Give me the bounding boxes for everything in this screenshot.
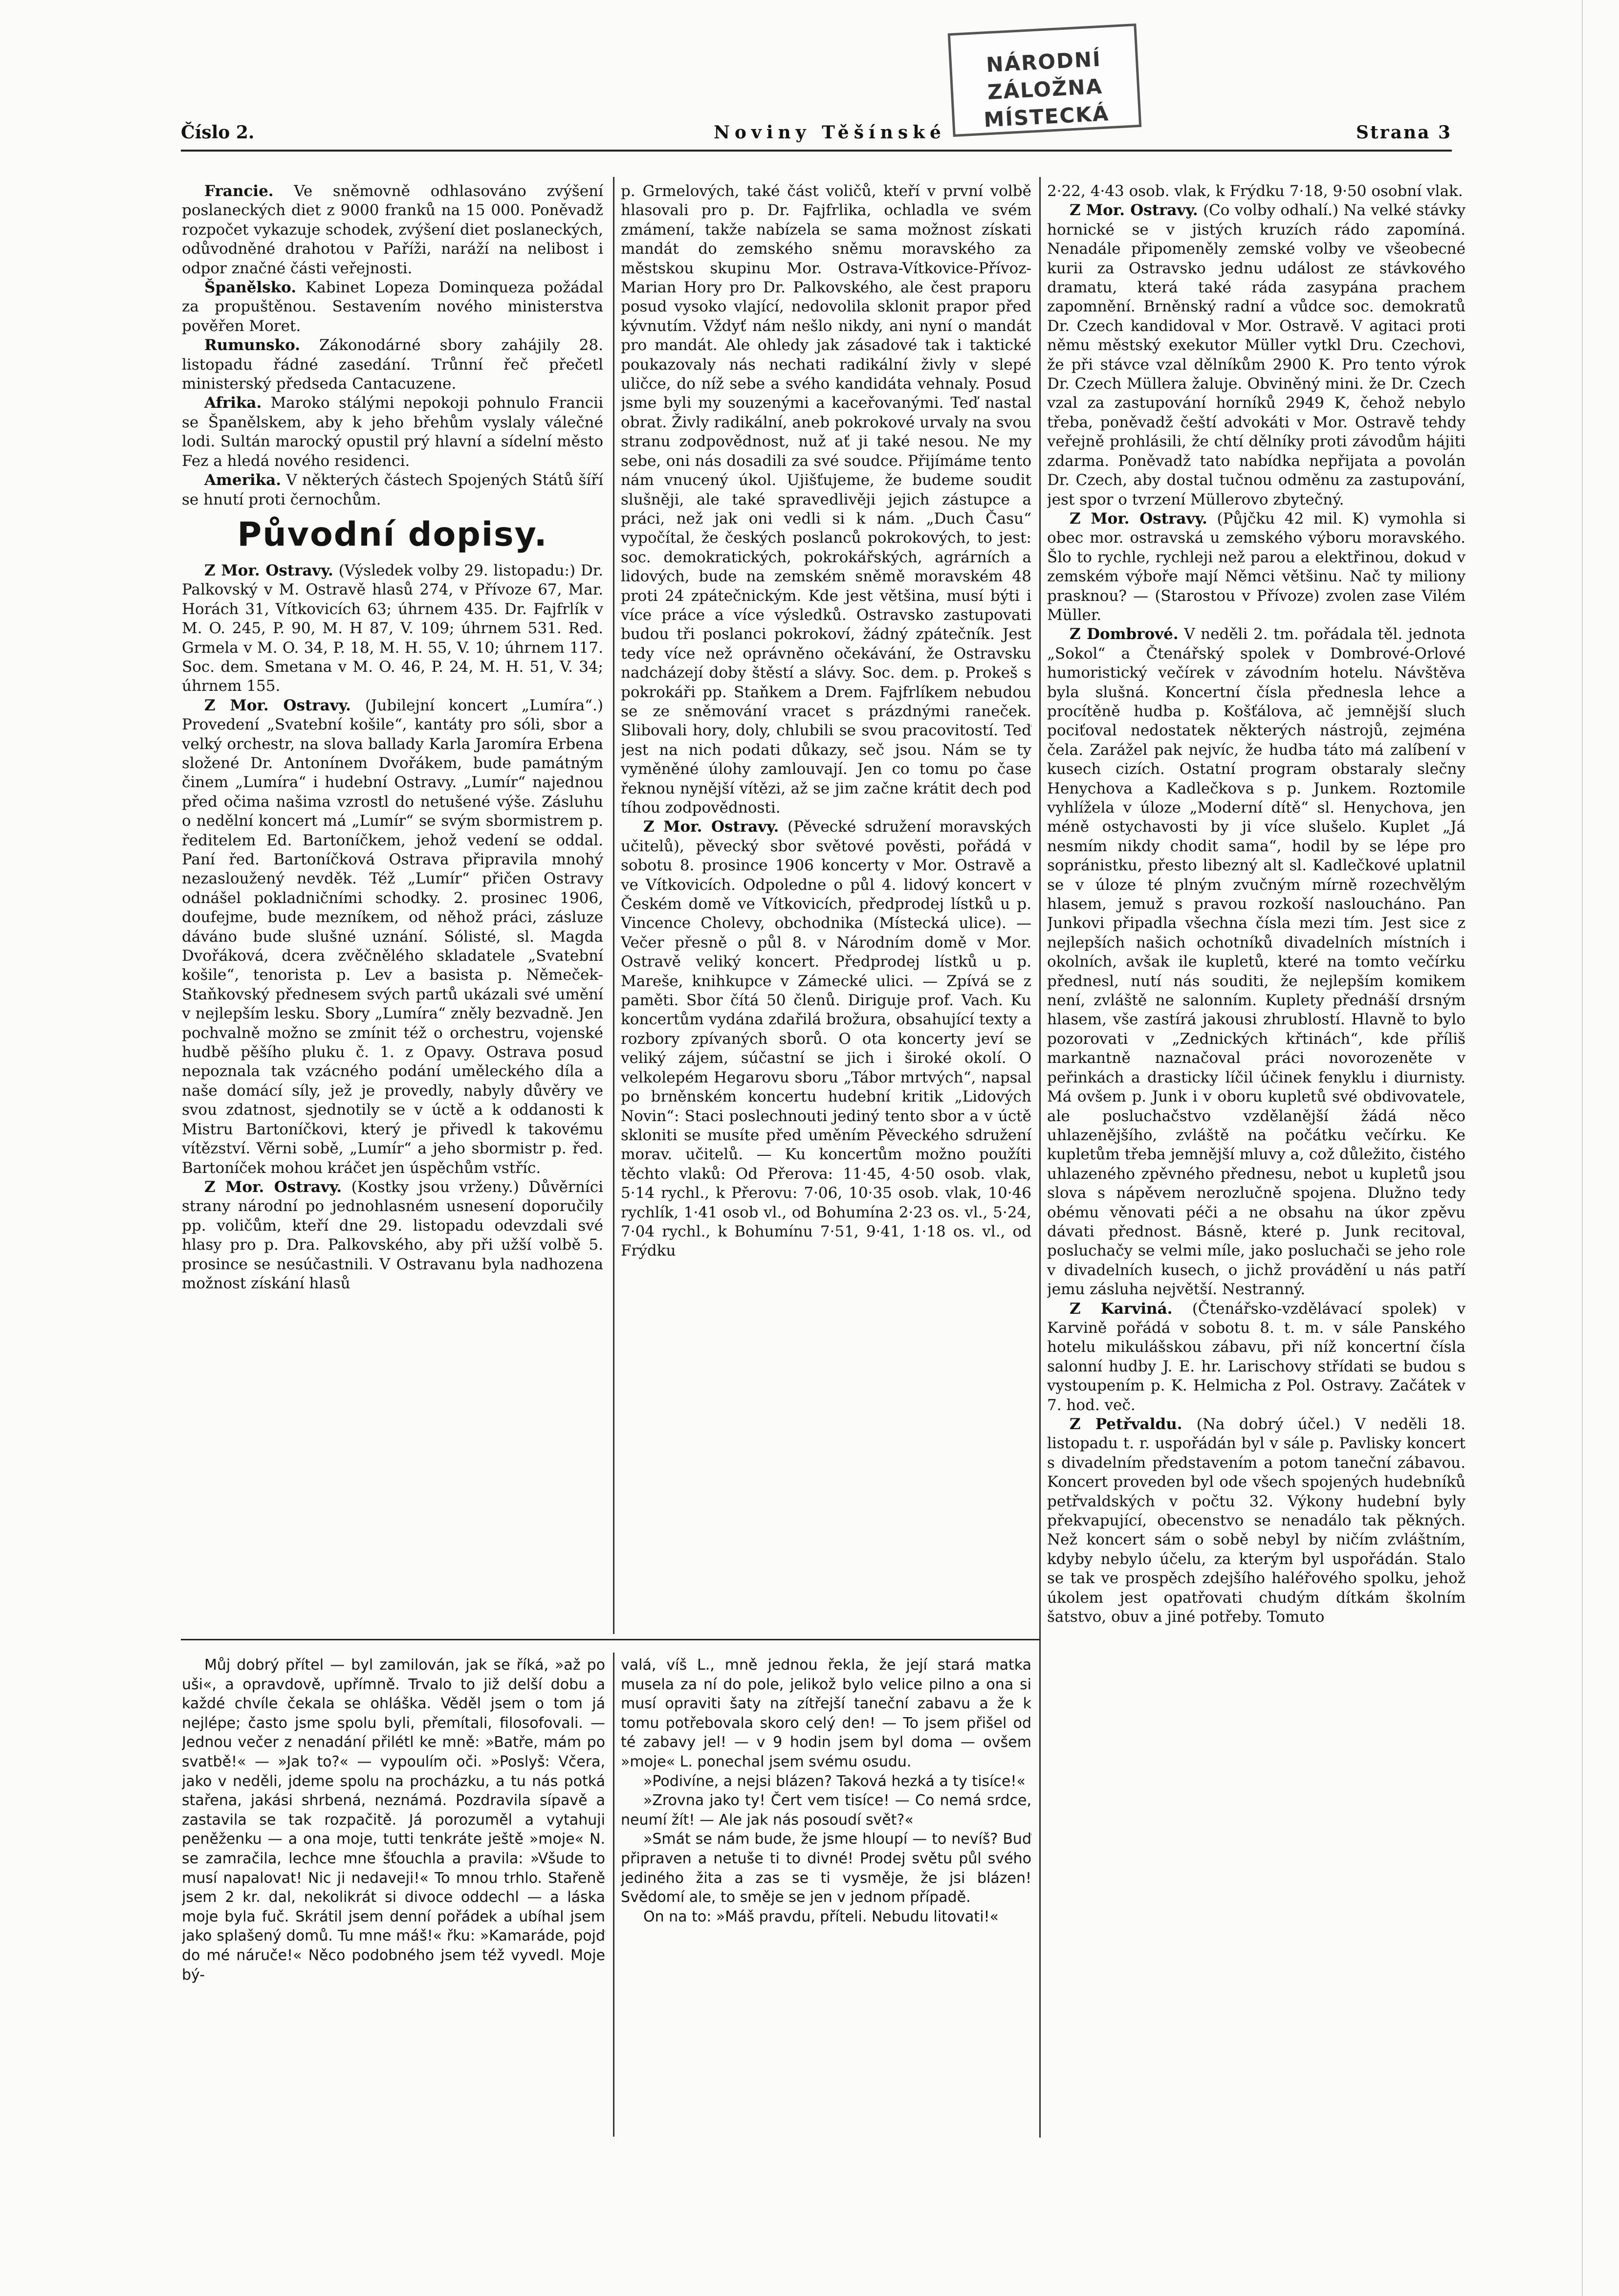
page-header — [181, 122, 1452, 147]
library-stamp — [948, 23, 1142, 137]
header-rule — [181, 150, 1452, 152]
column-divider-1 — [613, 177, 614, 1634]
article-teachers-choir: Z Mor. Ostravy. (Pěvecké sdružení moravských učitelů), pěvecký sbor světové pověsti, pořádá v sobotu 8. prosince 1906 koncerty v Mor. Ostravě a ve Vítkovicích. Odpoledne o půl 4. lidový koncert v Českém domě ve Vítkovicích, předprodej lístků u p. Vincence Cholevy, obchodnika (Místecká ulice). — Večer přesně o půl 8. v Národním domě v Mor. Ostravě veliký koncert. Předprodej lístků u p. Mareše, knihkupce v Zámecké ulici. — Zpívá se z paměti. Sbor čítá 50 členů. Diriguje prof. Vach. Ku koncertům vydána zdařilá brožura, obsahující texty a rozbory zpívaných sborů. O ota koncerty jeví se veliký zájem, súčastní se jich i široké okolí. O velkolepém Hegarovu sboru „Tábor mrtvých“, napsal po brněnském koncertu hudební kritik „Lidových Novin“: Staci poslechnouti jediný tento sbor a v úctě skloniti se musíte před uměním Pěveckého sdružení morav. učitelů. — Ku koncertům možno použíti těchto vlaků: Od Přerova: 11·45, 4·50 osob. vlak, 5·14 rychl., k Přerovu: 7·06, 10·35 osob. vlak, 10·46 rychlík, 1·41 osob vl., od Bohumína 2·23 os. vl., 5·24, 7·04 rychl., k Bohumínu 7·51, 9·41, 1·18 os. vl., od Frýdku — [621, 818, 1031, 1260]
feuilleton-right-p5: On na to: »Máš pravdu, příteli. Nebudu litovati!« — [643, 1908, 999, 1925]
article-election-result: Z Mor. Ostravy. (Výsledek volby 29. listopadu:) Dr. Palkovský v M. Ostravě hlasů 274, v Přívoze 67, Mar. Horách 31, Vítkovicích 63; úhrnem 435. Dr. Fajfrlík v M. O. 245, P. 90, M. H 87, V. 109; úhrnem 531. Red. Grmela v M. O. 34, P. 18, M. H. 55, V. 10; úhrnem 117. Soc. dem. Smetana v M. O. 46, P. 24, M. H. 51, V. 34; úhrnem 155. — [182, 561, 603, 695]
page-number: Strana 3 — [1356, 122, 1452, 143]
news-france: Francie. Ve sněmovně odhlasováno zvýšení poslaneckých diet z 9000 franků na 15 000. Poněvadž rozpočet vykazuje schodek, zvýšení diet poslaneckých, odůvodněné drahotou v Paříži, naráží na nelibost i odpor značné části veřejnosti. — [182, 182, 603, 277]
article-karvina: Z Karviná. (Čtenářsko-vzdělávací spolek) v Karvině pořádá v sobotu 8. t. m. v sále Panského hotelu mikulášskou zábavu, při níž koncertní čísla salonní hudby J. E. hr. Larischovy střídati se budou s vystoupením p. K. Helmicha z Pol. Ostravy. Začátek v 7. hod. več. — [1047, 1300, 1466, 1414]
column-3 — [1047, 182, 1466, 2138]
train-times-continuation: 2·22, 4·43 osob. vlak, k Frýdku 7·18, 9·50 osobní vlak. — [1047, 182, 1463, 200]
feuilleton-right — [621, 1656, 1031, 2140]
feuilleton-right-p2: »Podivíne, a nejsi blázen? Taková hezká a ty tisíce!« — [643, 1772, 1026, 1790]
newspaper-title: Noviny Těšínské — [714, 122, 946, 143]
feuilleton-rule — [181, 1639, 1039, 1640]
article-loan: Z Mor. Ostravy. (Půjčku 42 mil. K) vymohla si obec mor. ostravská u zemského výboru moravského. Šlo to rychle, rychleji než parou a elektřinou, dokud v zemském výboře mají Němci většinu. Nač ty miliony prasknou? — (Starostou v Přívoze) zvolen zase Vilém Müller. — [1047, 509, 1466, 624]
column-1 — [182, 182, 603, 1633]
stamp-line-2: MÍSTECKÁ — [983, 101, 1110, 132]
article-lumir-concert: Z Mor. Ostravy. (Jubilejní koncert „Lumíra“.) Provedení „Svatební košile“, kantáty pro sóli, sbor a velký orchestr, na slova ballady Karla Jaromíra Erbena složené Dr. Antonínem Dvořákem, bude památným činem „Lumíra“ i hudební Ostravy. „Lumír“ najednou před očima našima vzrostl do netušené výše. Zásluhu o nedělní koncert má „Lumír“ se svým sbormistrem p. ředitelem Ed. Bartoníčkem, jehož vedení se oddal. Paní řed. Bartoníčková Ostrava připravila mnohý nezasloužený nevděk. Též „Lumír“ přičen Ostravy odnášel pokladničními schodky. 2. prosinec 1906, doufejme, bude mezníkem, od něhož práci, zásluze dáváno bude slušné uznání. Sólisté, sl. Magda Dvořáková, dcera zvěčnělého skladatele „Svatební košile“, tenorista p. Lev a basista p. Němeček-Staňkovský přednesem svých partů ukázali své umění v nejlepším lesku. Sbory „Lumíra“ zněly bezvadně. Jen pochvalně možno se zmínit též o orchestru, vojenské hudbě pěšího pluku č. 1. z Opavy. Ostrava posud nepoznala tak vzácného podání uměleckého díla a naše domácí síly, jež je provedly, nabyly důvěry ve svou zdatnost, sjednotily se v úctě a k oddanosti k Mistru Bartoníčkovi, který je přivedl k takovému vítězství. Věrni sobě, „Lumír“ a jeho sbormistr p. řed. Bartoníček mohou kráčet jen úspěchům vstříc. — [182, 696, 603, 1177]
feuilleton-left-text: Můj dobrý přítel — byl zamilován, jak se říká, »až po uši«, a opravdově, upřímně. Trvalo to již delší dobu a každé chvíle čekala se ohláška. Věděl jsem o tom já nejlépe; často jsme spolu byli, přemítali, filosofovali. — Jednou večer z nenadání přilétl ke mně: »Batře, mám po svatbě!« — »Jak to?« — vypoulím oči. »Poslyš: Včera, jako v neděli, jdeme spolu na procházku, a tu nás potká stařena, jakási shrbená, neznámá. Pozdravila sípavě a zastavila se tak rozpačitě. Já porozuměl a vytahuji peněženku — a ona moje, tutti tenkráte ještě »moje« N. se zamračila, lechce mne šťouchla a pravila: »Všude to musí napalovat! Nic ji nedaveji!« To mnou trhlo. Stařeně jsem 2 kr. dal, nekolikrát si divoce oddechl — a láska moje byla fuč. Skrátil jsem denní pořádek a ubíhal jsem jako splašený domů. Tu mne máš!« řku: »Kamaráde, pojď do mé náruče!« Něco podobného jsem též vyvedl. Moje bý- — [182, 1656, 605, 1984]
article-elections-reveal: Z Mor. Ostravy. (Co volby odhalí.) Na velké stávky hornické se v jistých kruzích rádo zapomíná. Nenadále připomeněly zemské volby ve všeobecné kurii za Ostravsko jednu událost ze stávkového dramatu, která také ráda zasypána prachem zapomnění. Brněnský radní a vůdce soc. demokratů Dr. Czech kandidoval v Mor. Ostravě. V agitaci proti němu městský exekutor Müller vytkl Dru. Czechovi, že při stávce vzal dělníkům 2900 K. Pro tento výrok Dr. Czech Müllera žaluje. Obviněný mini. že Dr. Czech vzal za zastupování horníků 2949 K, čehož nebylo třeba, poněvadž čeští advokáti v Mor. Ostravě tehdy veřejně prohlásili, že chtí dělníky proti závodům hájiti zdarma. Poněvadž tato nabídka nepřijata a povolán Dr. Czech, aby dostal tučnou odměnu za zastupování, jest spor o tvrzení Müllerovo zbytečný. — [1047, 201, 1466, 508]
feuilleton-right-p3: »Zrovna jako ty! Čert vem tisíce! — Co nemá srdce, neumí žít! — Ale jak nás posoudí svět?« — [621, 1792, 1031, 1829]
issue-number: Číslo 2. — [181, 122, 255, 143]
article-petrvald: Z Petřvaldu. (Na dobrý účel.) V neděli 18. listopadu t. r. uspořádán byl v sále p. Pavlisky koncert s divadelním představením a potom taneční zábavou. Koncert proveden byl ode všech spojených hudebníků petřvaldských v počtu 32. Výkony hudební byly překvapující, obecenstvo se nenadálo tak pěkných. Než koncert sám o sobě nebyl by ničím zvláštním, kdyby nebylo účelu, za kterým byl uspořádán. Stalo se tak ve prospěch zdejšího haléřového spolku, jehož úkolem jest opatřovati chudým dítkám školním šatstvo, obuv a jiné potřeby. Tomuto — [1047, 1415, 1466, 1626]
page-edge-line — [1582, 0, 1583, 2296]
column-divider-2 — [1039, 177, 1041, 2138]
feuilleton-right-p4: »Smát se nám bude, že jsme hloupí — to nevíš? Buď připraven a netuše ti to divné! Prodej světu půl svého jediného žita a zas se ti vysměje, že jsi blázen! Svědomí ale, to směje se jen v jednom případě. — [621, 1831, 1031, 1906]
news-romania: Rumunsko. Zákonodárné sbory zahájily 28. listopadu řádné zasedání. Trůnní řeč přečetl ministerský předseda Cantacuzene. — [182, 336, 603, 393]
news-spain: Španělsko. Kabinet Lopeza Dominqueza požádal za propuštěnou. Sestavením nového ministerstva pověřen Moret. — [182, 279, 603, 335]
news-america: Amerika. V některých částech Spojených Států šíří se hnutí proti černochům. — [182, 471, 603, 508]
section-heading: Původní dopisy. — [237, 515, 548, 554]
feuilleton-left — [182, 1656, 605, 2140]
stamp-line-1: NÁRODNÍ ZÁLOŽNA — [985, 46, 1104, 105]
news-africa: Afrika. Maroko stálými nepokoji pohnulo Francii se Španělskem, aby k jeho břehům vyslaly válečné lodi. Sultán marocký opustil prý hlavní a sídelní město Fez a hledá nového residenci. — [182, 394, 603, 470]
feuilleton-right-p1: valá, víš L., mně jednou řekla, že její stará matka musela za ní do pole, jelikož bylo velice pilno a ona si musí opraviti šaty na zítřejší taneční zabavu a že k tomu potřebovala skoro celý den! — To jsem přišel od té zabavy jel! — v 9 hodin jsem byl doma — ovšem »moje« L. ponechal jsem svému osudu. — [621, 1656, 1031, 1770]
article-dice-cast: Z Mor. Ostravy. (Kostky jsou vrženy.) Důvěrníci strany národní po jednohlasném usnesení doporučily pp. voličům, kteří dne 29. listopadu odevzdali své hlasy pro p. Dra. Palkovského, aby při užší volbě 5. prosince se nesúčastnili. V Ostravanu byla nadhozena možnost získání hlasů — [182, 1178, 603, 1292]
column-2 — [621, 182, 1031, 1633]
article-continuation: p. Grmelových, také část voličů, kteří v první volbě hlasovali pro p. Dr. Fajfrlika, ochladla ve svém zmámení, takže nabízela se sama možnost získati mandát do zemského sněmu moravského za městskou skupinu Mor. Ostrava-Vítkovice-Přívoz-Marian Hory pro Dr. Palkovského, ale čest praporu posud vysoko vlající, nedovolila sklonit prapor před kývnutím. Vždyť nám nešlo nikdy, ani nyní o mandát pro mandát. Ale ohledy jak zásadové tak i taktické poukazovaly nás nechati radikální živly v slepé uličce, do níž sebe a svého kandidáta vehnaly. Posud jsme byli my souzenými a kaceřovanými. Teď nastal obrat. Živly radikální, aneb pokrokové urvaly na svou stranu zodpovědnost, nuž ať ji také nesou. Ne my sebe, oni nás dosadili za své soudce. Přijímáme tento nám vnucený úkol. Ujišťujeme, že budeme soudit slušněji, ale také spravedlivěji jejich zástupce a práci, než jak oni vedli si k nám. „Duch Času“ vypočítal, že českých poslanců pokrokových, to jest: soc. demokratických, pokrokářských, agrárních a lidových, bude na zemském sněmě moravském 48 proti 24 zpátečnickým. Kde jest většina, musí býti i více práce a více výsledků. Ostravsko zastupovati budou tři poslanci pokrokoví, žádný zpátečník. Jest tedy více než oprávněno očekávání, že Ostravsku nadcházejí doby štěstí a slávy. Soc. dem. p. Prokeš s pokrokáři pp. Staňkem a Drem. Fajfrlíkem nebudou se ze sněmování vracet s prázdnými raneček. Slibovali hory, doly, chlubili se svou pracovitostí. Teď jest na nich podati důkazy, seč jsou. Nám se ty vyměněné úlohy zamlouvají. Jen co tomu po čase řeknou nynější vítězi, až se jim začne krátit dech pod tíhou zodpovědnosti. — [621, 182, 1031, 817]
article-dombrova: Z Dombrové. V neděli 2. tm. pořádala těl. jednota „Sokol“ a Čtenářský spolek v Dombrové-Orlové humoristický večírek v závodním hotelu. Návštěva byla slušná. Koncertní čísla přednesla lehce a procítěně hudba p. Košťálova, ač jemnější sluch pociťoval nedostatek některých nástrojů, zejména čela. Zarážel pak nejvíc, že hudba táto má zalíbení v kusech cizích. Ostatní program obstaraly slečny Henychova a Kadlečkova s p. Junkem. Roztomile vyhlížela v úloze „Moderní dítě“ sl. Henychova, jen méně ostychavosti by ji více slušelo. Kuplet „Já nesmím nikdy chodit sama“, hodil by se lépe pro sopránistku, přesto libezný alt sl. Kadlečkové uplatnil se v úloze té plným zvučným mírně rozechvělým hlasem, jemuž s pravou rozkoší naslouchánо. Pan Junkovi připadla všechna čísla mezi tím. Jest sice z nejlepších našich ochotníků divadelních místních i okolních, avšak ile kupletů, které na tomto večírku přednesl, nutí nás souditi, že nejlepším komikem není, zvláště ne salonním. Kuplety přednáší drsným hlasem, vše zastírá jakousi zhrublostí. Hlavně to bylo pozorovati v „Zednických křtinách“, kde příliš markantně naznačoval práci novorozeněte v peřinkách a drasticky líčil účinek fenyklu i diurnisty. Má ovšem p. Junk i v oboru kupletů své obdivovatele, ale posluchačstvo vzdělanější žádá něco uhlazenějšího, zvláště na počátku večírku. Ke kupletům třeba jemnější mluvy a, což důležito, čistého uhlazeného zpěvného přednesu, nebot u kupletů jsou slova s nápěvem nerozlučně spojena. Dlužno tedy obému věnovati péči a ne obsahu na úkor zpěvu dávati přednost. Básně, které p. Junk recitoval, posluchačy se velmi míle, jako posluchači se jeho role v divadelních kusech, o jichž provádění u nás patří jemu zásluha největší. Nestranný. — [1047, 625, 1466, 1299]
feuilleton-divider — [613, 1653, 614, 2137]
